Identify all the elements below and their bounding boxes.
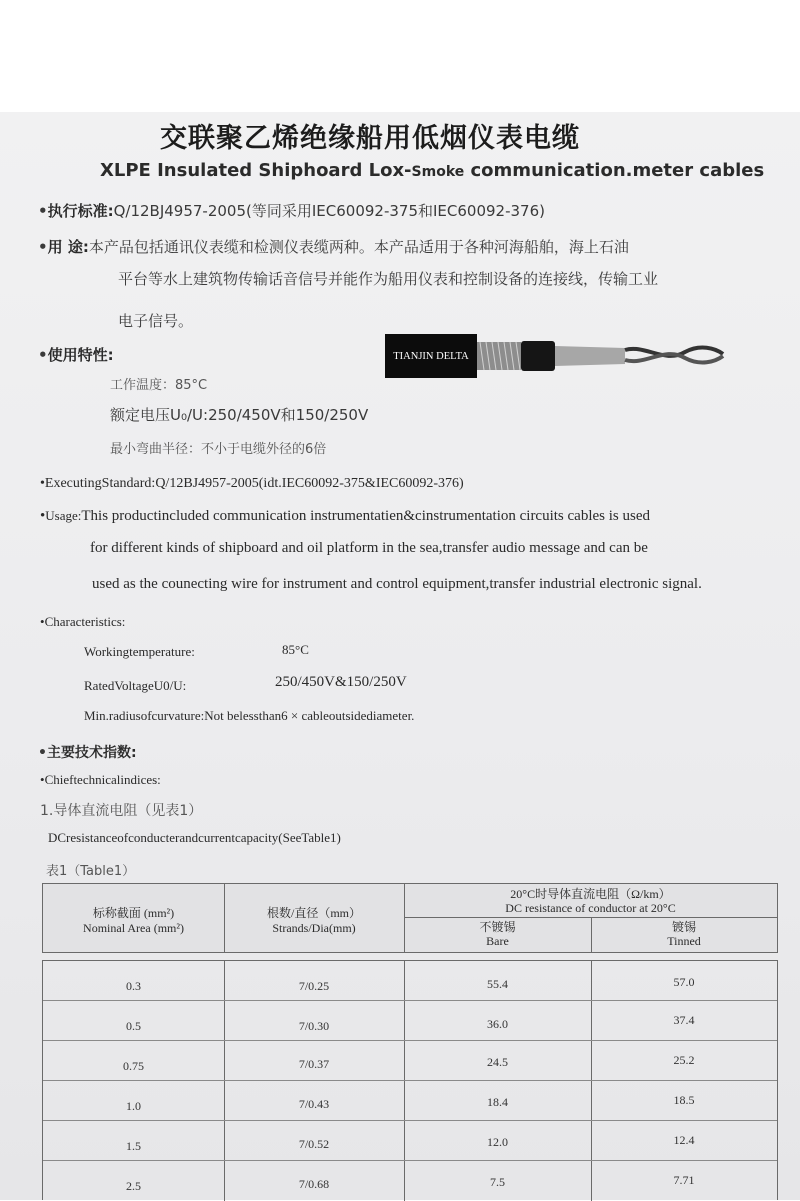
usage-cn-line1: •用 途:本产品包括通讯仪表缆和检测仪表缆两种。本产品适用于各种河海船舶，海上石油 (38, 238, 629, 256)
standard-en: •ExecutingStandard:Q/12BJ4957-2005(idt.IEC60092-375&IEC60092-376) (40, 476, 464, 491)
section1-en: DCresistanceofconducterandcurrentcapacity(SeeTable1) (48, 830, 341, 845)
cell-area: 2.5 (126, 1179, 141, 1193)
temp-en-label: Workingtemperature: (84, 644, 195, 659)
voltage-en-value: 250/450V&150/250V (275, 674, 407, 690)
radius-en: Min.radiusofcurvature:Not belessthan6 × cableoutsidediameter. (84, 708, 415, 723)
usage-cn-line2: 平台等水上建筑物传输话音信号并能作为船用仪表和控制设备的连接线，传输工业 (118, 270, 659, 288)
cell-area: 1.5 (126, 1139, 141, 1153)
table-body (42, 960, 778, 1200)
cell-tinned: 7.71 (673, 1173, 695, 1187)
cell-area: 0.5 (126, 1019, 141, 1033)
photo-brand-label: TIANJIN DELTA (385, 334, 477, 378)
header-tinned: 镀锡 Tinned (667, 920, 701, 948)
table-caption: 表1（Table1） (46, 864, 136, 879)
cell-bare: 24.5 (487, 1055, 508, 1069)
indices-cn: •主要技术指数: (38, 745, 137, 761)
table-row (43, 1041, 777, 1081)
usage-en-line2: for different kinds of shipboard and oil platform in the sea,transfer audio message and can be (90, 540, 648, 556)
cell-tinned: 57.0 (673, 975, 695, 989)
cell-bare: 18.4 (487, 1095, 508, 1109)
cell-tinned: 25.2 (673, 1053, 695, 1067)
section1-cn: 1.导体直流电阻（见表1） (40, 803, 203, 819)
temp-en-value: 85°C (282, 642, 309, 657)
cell-area: 1.0 (126, 1099, 141, 1113)
temp-cn: 工作温度：85°C (110, 378, 208, 393)
usage-cn-line3: 电子信号。 (118, 312, 194, 330)
title-chinese: 交联聚乙烯绝缘船用低烟仪表电缆 (160, 123, 580, 154)
title-english: XLPE Insulated Shiphoard Lox-Smoke communication.meter cables (100, 160, 765, 181)
cell-tinned: 37.4 (673, 1013, 695, 1027)
cell-strands: 7/0.68 (298, 1177, 330, 1191)
standard-cn: •执行标准:Q/12BJ4957-2005(等同采用IEC60092-375和IEC60092-376) (38, 202, 545, 220)
usage-en-line3: used as the counecting wire for instrument and control equipment,transfer industrial electronic signal. (92, 576, 702, 592)
table-header (42, 883, 778, 953)
radius-cn: 最小弯曲半径：不小于电缆外径的6倍 (110, 442, 327, 457)
cell-strands: 7/0.43 (298, 1097, 330, 1111)
cell-tinned: 18.5 (673, 1093, 695, 1107)
table-row (43, 1081, 777, 1121)
cell-bare: 55.4 (487, 977, 508, 991)
characteristics-cn: •使用特性: (38, 346, 114, 364)
header-strands: 根数/直径（mm） Strands/Dia(mm) (266, 906, 361, 935)
cell-bare: 12.0 (487, 1135, 508, 1149)
voltage-en-label: RatedVoltageU0/U: (84, 678, 187, 693)
cell-strands: 7/0.37 (298, 1057, 330, 1071)
table-row (43, 1001, 777, 1041)
cell-strands: 7/0.52 (298, 1137, 330, 1151)
voltage-cn: 额定电压U₀/U:250/450V和150/250V (110, 406, 369, 424)
header-dc-resistance: 20°C时导体直流电阻（Ω/km） DC resistance of conductor at 20°C (505, 887, 676, 915)
table-row (43, 1161, 777, 1201)
cell-bare: 36.0 (487, 1017, 508, 1031)
cell-bare: 7.5 (490, 1175, 505, 1189)
table-row (43, 961, 777, 1001)
header-bare: 不镀锡 Bare (479, 920, 516, 948)
usage-en-line1: •Usage:This productincluded communication instrumentatien&cinstrumentation circuits cables is used (40, 508, 650, 524)
indices-en: •Chieftechnicalindices: (40, 772, 161, 787)
characteristics-en: •Characteristics: (40, 614, 126, 629)
cell-strands: 7/0.30 (298, 1019, 330, 1033)
table-row (43, 1121, 777, 1161)
header-area: 标称截面 (mm²) Nominal Area (mm²) (83, 906, 184, 935)
cell-strands: 7/0.25 (298, 979, 330, 993)
cell-tinned: 12.4 (673, 1133, 695, 1147)
cell-area: 0.75 (123, 1059, 144, 1073)
cell-area: 0.3 (126, 979, 141, 993)
